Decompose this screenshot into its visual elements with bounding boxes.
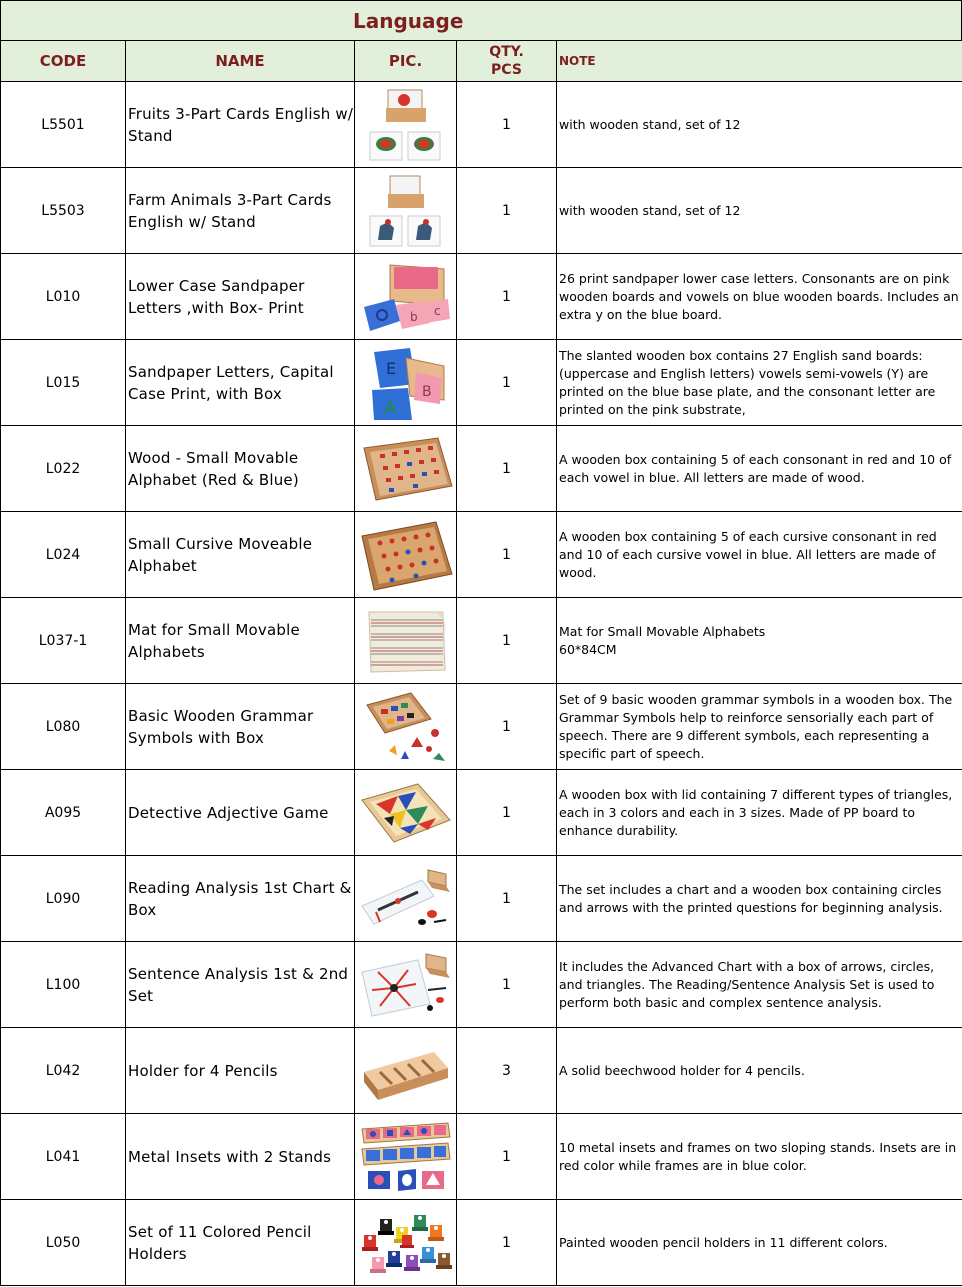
- table-row: [1, 942, 962, 1028]
- product-note: with wooden stand, set of 12: [557, 82, 962, 168]
- product-note: [557, 598, 962, 684]
- table-row: [1, 1114, 962, 1200]
- header-note: NOTE: [557, 41, 962, 82]
- product-code: L050: [1, 1200, 126, 1286]
- svg-text:E: E: [385, 358, 396, 378]
- table-row: [1, 1028, 962, 1114]
- product-name: Detective Adjective Game: [126, 770, 355, 856]
- pencil-holder-icon: [360, 1038, 452, 1104]
- header-qty: [457, 41, 557, 82]
- note-line: Mat for Small Movable Alphabets: [559, 623, 766, 639]
- product-name: Sentence Analysis 1st & 2nd Set: [126, 942, 355, 1028]
- sandpaper-letters-icon: [360, 259, 452, 335]
- product-image: [355, 1028, 457, 1114]
- product-image: [355, 942, 457, 1028]
- page-title: Language: [353, 9, 464, 33]
- product-code: L090: [1, 856, 126, 942]
- header-pic: PIC.: [355, 41, 457, 82]
- product-name: Holder for 4 Pencils: [126, 1028, 355, 1114]
- table-row: [1, 426, 962, 512]
- cursive-alphabet-icon: [358, 518, 454, 592]
- mat-icon: [361, 606, 451, 676]
- svg-text:B: B: [421, 383, 432, 400]
- product-note: The set includes a chart and a wooden box containing circles and arrows with the printed questions for beginning analysis.: [557, 856, 962, 942]
- product-note: Set of 9 basic wooden grammar symbols in a wooden box. The Grammar Symbols help to reinforce sensorially each part of speech. There are 9 different symbols, each representing a specific part of speech.: [557, 684, 962, 770]
- grammar-symbols-icon: [361, 689, 451, 765]
- product-qty: 1: [457, 856, 557, 942]
- table-row: [1, 168, 962, 254]
- product-name: Sandpaper Letters, Capital Case Print, with Box: [126, 340, 355, 426]
- product-qty: 3: [457, 1028, 557, 1114]
- table-row: [1, 684, 962, 770]
- product-note: A wooden box containing 5 of each cursive consonant in red and 10 of each cursive vowel in blue. All letters are made of wood.: [557, 512, 962, 598]
- sentence-chart-icon: [358, 950, 454, 1020]
- product-code: A095: [1, 770, 126, 856]
- product-table: [0, 40, 962, 1286]
- header-name: NAME: [126, 41, 355, 82]
- product-code: L010: [1, 254, 126, 340]
- product-image: [355, 168, 457, 254]
- product-name: Metal Insets with 2 Stands: [126, 1114, 355, 1200]
- product-image: [355, 82, 457, 168]
- product-qty: 1: [457, 340, 557, 426]
- note-line: 60*84CM: [559, 641, 617, 657]
- product-image: [355, 770, 457, 856]
- product-image: [355, 1114, 457, 1200]
- product-image: [355, 598, 457, 684]
- header-row: [1, 41, 962, 82]
- table-row: [1, 254, 962, 340]
- capital-letters-icon: [360, 344, 452, 422]
- table-row: [1, 340, 962, 426]
- product-note: A wooden box containing 5 of each consonant in red and 10 of each vowel in blue. All letters are made of wood.: [557, 426, 962, 512]
- svg-text:b: b: [409, 309, 418, 324]
- product-code: L037-1: [1, 598, 126, 684]
- product-qty: 1: [457, 1200, 557, 1286]
- title-bar: [0, 0, 962, 41]
- product-image: [355, 426, 457, 512]
- product-note: 10 metal insets and frames on two sloping stands. Insets are in red color while frames are in blue color.: [557, 1114, 962, 1200]
- product-note: 26 print sandpaper lower case letters. Consonants are on pink wooden boards and vowels on blue wooden boards. Includes an extra y on the blue board.: [557, 254, 962, 340]
- product-qty: 1: [457, 684, 557, 770]
- product-name: Wood - Small Movable Alphabet (Red & Blue): [126, 426, 355, 512]
- movable-alphabet-icon: [358, 434, 454, 504]
- table-row: [1, 1200, 962, 1286]
- table-row: [1, 82, 962, 168]
- product-name: Mat for Small Movable Alphabets: [126, 598, 355, 684]
- product-code: L080: [1, 684, 126, 770]
- product-image: [355, 512, 457, 598]
- product-name: Reading Analysis 1st Chart & Box: [126, 856, 355, 942]
- triangles-box-icon: [358, 780, 454, 846]
- product-note: The slanted wooden box contains 27 English sand boards: (uppercase and English letters) vowels semi-vowels (Y) are printed on the blue base plate, and the consonant letter are printed on the pink substrate,: [557, 340, 962, 426]
- product-qty: 1: [457, 942, 557, 1028]
- product-code: L024: [1, 512, 126, 598]
- svg-text:c: c: [433, 303, 441, 318]
- header-code: CODE: [1, 41, 126, 82]
- product-image: [355, 340, 457, 426]
- product-code: L5503: [1, 168, 126, 254]
- product-qty: 1: [457, 512, 557, 598]
- product-image: [355, 684, 457, 770]
- product-name: Set of 11 Colored Pencil Holders: [126, 1200, 355, 1286]
- metal-insets-icon: [358, 1119, 454, 1195]
- table-row: [1, 512, 962, 598]
- product-code: L015: [1, 340, 126, 426]
- product-name: Lower Case Sandpaper Letters ,with Box- Print: [126, 254, 355, 340]
- header-qty-line1: QTY.: [489, 44, 524, 60]
- fruit-cards-icon: [366, 86, 446, 164]
- product-name: Basic Wooden Grammar Symbols with Box: [126, 684, 355, 770]
- product-code: L100: [1, 942, 126, 1028]
- product-qty: 1: [457, 770, 557, 856]
- product-image: [355, 856, 457, 942]
- product-code: L022: [1, 426, 126, 512]
- product-image: [355, 254, 457, 340]
- product-code: L5501: [1, 82, 126, 168]
- product-name: Small Cursive Moveable Alphabet: [126, 512, 355, 598]
- product-note: A solid beechwood holder for 4 pencils.: [557, 1028, 962, 1114]
- product-note: with wooden stand, set of 12: [557, 168, 962, 254]
- colored-holders-icon: [358, 1205, 454, 1281]
- product-note: A wooden box with lid containing 7 different types of triangles, each in 3 colors and each in 3 sizes. Made of PP board to enhance durability.: [557, 770, 962, 856]
- header-qty-line2: PCS: [491, 62, 522, 78]
- animal-cards-icon: [366, 172, 446, 250]
- table-row: [1, 770, 962, 856]
- product-name: Fruits 3-Part Cards English w/ Stand: [126, 82, 355, 168]
- product-qty: 1: [457, 598, 557, 684]
- reading-chart-icon: [358, 866, 454, 932]
- table-row: [1, 598, 962, 684]
- product-qty: 1: [457, 1114, 557, 1200]
- product-qty: 1: [457, 426, 557, 512]
- product-image: [355, 1200, 457, 1286]
- product-qty: 1: [457, 168, 557, 254]
- product-qty: 1: [457, 254, 557, 340]
- product-code: L041: [1, 1114, 126, 1200]
- svg-text:A: A: [383, 397, 396, 419]
- table-row: [1, 856, 962, 942]
- product-qty: 1: [457, 82, 557, 168]
- product-name: Farm Animals 3-Part Cards English w/ Stand: [126, 168, 355, 254]
- product-note: It includes the Advanced Chart with a box of arrows, circles, and triangles. The Reading/Sentence Analysis Set is used to perform both basic and complex sentence analysis.: [557, 942, 962, 1028]
- product-note: Painted wooden pencil holders in 11 different colors.: [557, 1200, 962, 1286]
- product-code: L042: [1, 1028, 126, 1114]
